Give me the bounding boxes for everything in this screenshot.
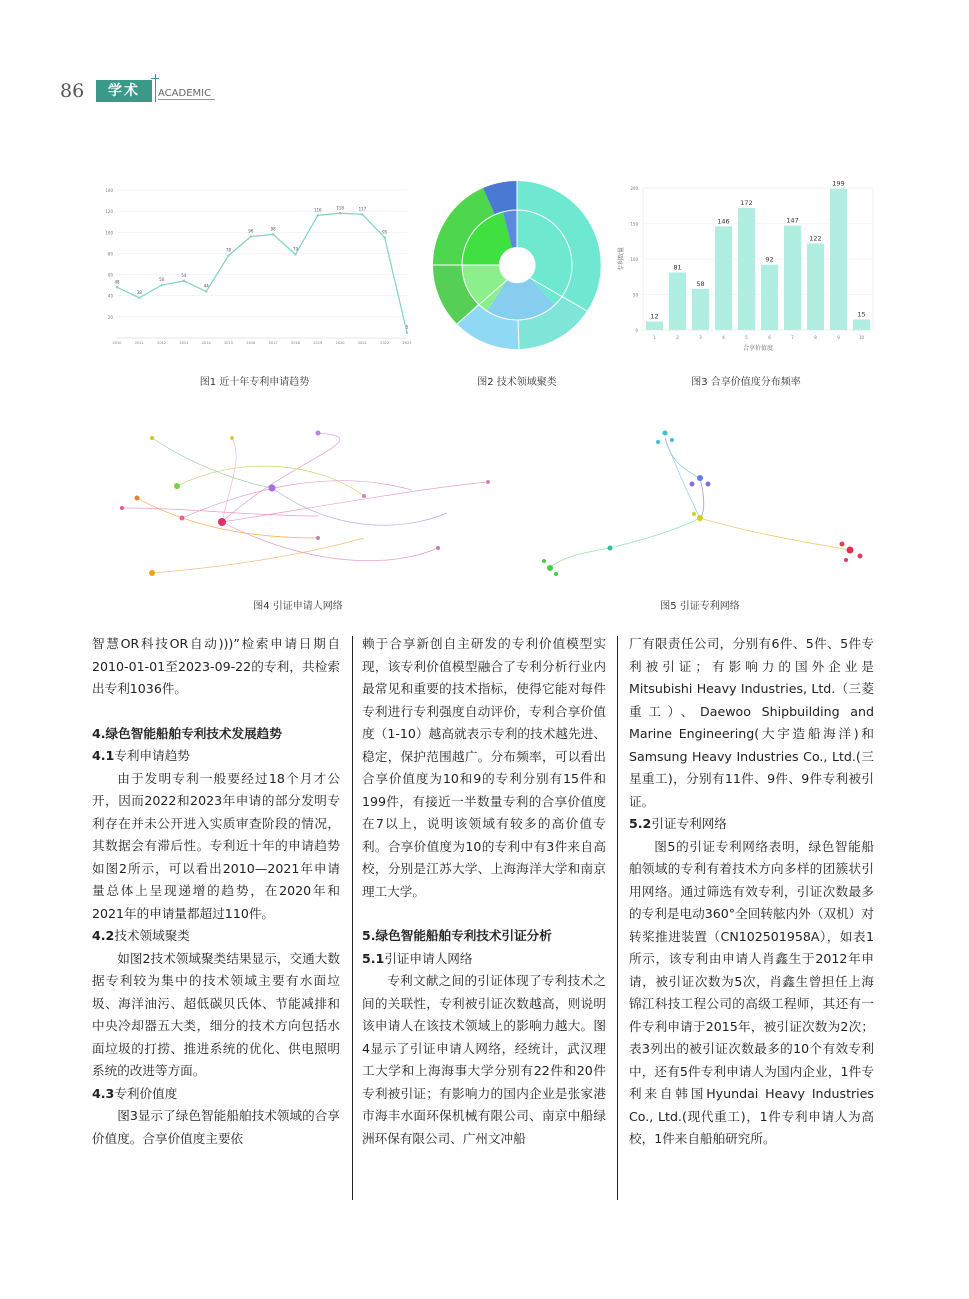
network-node [174,483,180,489]
column-divider [617,636,618,1200]
x-tick-label: 2015 [224,341,233,345]
bar [715,226,732,330]
x-tick-label: 2014 [201,341,211,345]
subsection-heading [362,948,606,971]
x-tick-label: 2010 [112,341,122,345]
subsection-number: 4.1 [92,748,115,763]
data-point [406,332,408,334]
network-node [847,547,854,554]
subsection-heading [92,745,340,768]
data-label: 199 [832,180,845,188]
body-paragraph: 由于发明专利一般要经过18个月才公开，因而2022和2023年申请的部分发明专利存在并未公开进入实质审查阶段的情况，其数据会有滞后性。专利近十年的申请趋势如图2所示，可以看出2010—2021年申请量总体上呈现递增的趋势，在2020年和2021年的申请量都超过110件。 [92,770,340,921]
data-label: 58 [696,279,705,288]
y-tick-label: 150 [630,221,638,227]
subsection-number: 5.2 [629,816,652,831]
fig5-caption: 图5 引证专利网络 [660,601,740,612]
x-tick-label: 7 [791,335,794,340]
network-node [135,496,140,501]
bar [853,319,870,330]
network-node [858,554,863,559]
y-tick-label: 200 [630,186,638,191]
network-node [362,494,366,498]
network-node [149,570,155,576]
network-node [316,431,321,436]
data-label: 92 [765,255,774,264]
x-tick-label: 5 [745,335,748,340]
data-point [294,253,296,255]
bar [669,272,686,330]
fig3-caption: 图3 合享价值度分布频率 [691,377,801,388]
network-node [690,482,695,487]
bar [761,265,778,330]
text-column-middle [362,633,606,1150]
fig2-sunburst-chart [432,180,602,350]
data-label: 122 [809,234,822,243]
network-node [150,436,154,440]
data-label: 50 [159,277,165,283]
section-label-en: ACADEMIC [158,88,215,100]
section-heading: 5.绿色智能船舶专利技术引证分析 [362,928,552,943]
fig3-bar-chart [615,180,877,355]
data-point [250,235,252,237]
x-tick-label: 2017 [268,341,278,345]
data-label: 98 [270,226,276,232]
network-node [547,565,553,571]
x-tick-label: 2012 [157,341,167,345]
body-paragraph: 专利文献之间的引证体现了专利技术之间的关联性，专利被引证次数越高，则说明该申请人在该技术领域上的影响力越大。图4显示了引证申请人网络，经统计，武汉理工大学和上海海事大学分别有22件和20件专利被引证；有影响力的国内企业是张家港市海丰水面环保机械有限公司、南京中船绿洲环保有限公司、广州文冲船 [362,973,606,1146]
body-paragraph: 厂有限责任公司，分别有6件、5件、5件专利被引证；有影响力的国外企业是Mitsubishi Heavy Industries, Ltd.（三菱重工）、Daewoo Shipbuilding and Marine Engineering(大宇造船海洋)和Samsung Heavy Industries Co., Ltd.(三星重工)，分别有11件、9件、9件专利被引证。 [629,636,874,809]
data-point [160,284,162,286]
data-point [138,297,140,299]
x-tick-label: 3 [699,335,702,340]
y-tick-label: 60 [107,272,113,278]
data-label: 172 [740,198,753,207]
x-axis-label: 合享价值度 [742,345,774,352]
network-node [697,475,703,481]
y-tick-label: 20 [107,314,113,320]
text-column-right [629,633,874,1151]
data-point [339,212,341,214]
data-label: 12 [650,312,659,321]
subsection-title: 技术领域聚类 [114,928,190,943]
fig4-network-graph [92,418,504,593]
x-tick-label: 2021 [357,341,367,345]
data-label: 38 [136,289,142,295]
y-tick-label: 100 [630,257,638,262]
data-point [317,214,319,216]
data-label: 116 [313,207,322,213]
x-tick-label: 9 [837,335,840,340]
x-tick-label: 2022 [380,341,390,345]
data-label: 78 [225,247,232,253]
network-node [554,572,558,576]
network-node [120,506,124,510]
section-heading: 4.绿色智能船舶专利技术发展趋势 [92,725,282,741]
network-node [316,536,320,540]
y-tick-label: 40 [107,293,113,299]
data-label: 15 [857,310,866,319]
section-badge: 学术 [96,80,152,102]
network-node [230,436,234,440]
header-rule [151,78,159,79]
subsection-heading [92,925,340,948]
network-node [840,542,845,547]
y-tick-label: 50 [632,292,638,298]
bar [646,321,663,330]
subsection-title: 专利申请趋势 [114,748,190,763]
x-tick-label: 2023 [402,341,412,345]
network-node [180,516,185,521]
subsection-title: 引证专利网络 [651,816,727,831]
y-tick-label: 0 [635,328,638,333]
x-tick-label: 2011 [134,341,144,345]
subsection-number: 4.2 [92,928,115,943]
bar [692,289,709,330]
series-line [117,213,407,332]
network-node [670,438,674,442]
y-tick-label: 80 [107,251,113,257]
network-node [608,546,613,551]
body-paragraph: 赖于合享新创自主研发的专利价值模型实现，该专利价值模型融合了专利分析行业内最常见和重要的技术指标，使得它能对每件专利进行专利强度自动评价，专利合享价值度（1-10）越高就表示专利的技术越先进、稳定，保护范围越广。分布频率，可以看出合享价值度为10和9的专利分别有15件和199件，有接近一半数量专利的合享价值度在7以上，说明该领域有较多的高价值专利。合享价值度为10的专利中有3件来自高校，分别是江苏大学、上海海洋大学和南京理工大学。 [362,636,606,899]
x-tick-label: 8 [814,335,817,340]
data-label: 146 [717,217,730,226]
column-divider [352,636,353,1200]
data-label: 48 [114,279,120,285]
y-tick-label: 120 [105,209,113,215]
data-label: 117 [358,206,367,212]
fig2-caption: 图2 技术领域聚类 [477,377,557,388]
network-node [656,440,660,444]
y-tick-label: 140 [105,188,113,193]
x-tick-label: 1 [653,335,656,340]
data-point [205,290,207,292]
x-tick-label: 10 [858,335,865,340]
subsection-heading [629,813,874,836]
network-node [706,482,711,487]
data-point [272,233,274,235]
x-tick-label: 6 [768,335,771,340]
body-paragraph: 如图2技术领域聚类结果显示，交通大数据专利较为集中的技术领域主要有水面垃圾、海洋油污、超低碳贝氏体、节能减排和中央冷却器五大类，细分的技术方向包括水面垃圾的打捞、推进系统的优化、供电照明系统的改进等方面。 [92,950,340,1078]
data-point [116,286,118,288]
subsection-heading [92,1083,340,1106]
bar [738,208,755,330]
data-label: 44 [203,283,209,289]
data-label: 79 [292,246,299,252]
body-paragraph: 智慧OR科技OR自动)))”检索申请日期自2010-01-01至2023-09-22的专利，共检索出专利1036件。 [92,636,340,696]
network-node [844,558,848,562]
subsection-number: 4.3 [92,1085,115,1101]
data-label: 96 [248,228,254,234]
data-point [383,236,385,238]
network-node [542,559,546,563]
subsection-number: 5.1 [362,950,385,966]
network-node [486,480,490,484]
network-node [697,515,703,521]
bar [807,243,824,330]
data-label: 147 [786,216,799,225]
data-label: 54 [181,272,187,278]
fig1-caption: 图1 近十年专利申请趋势 [199,377,310,388]
data-point [361,213,363,215]
y-tick-label: 100 [105,230,113,236]
body-paragraph: 图5的引证专利网络表明，绿色智能船舶领域的专利有着技术方向多样的团簇状引用网络。通过筛选有效专利，引证次数最多的专利是电动360°全回转舷内外（双机）对转桨推进装置（CN102501958A），如表1所示，该专利由申请人肖鑫生于2012年申请，被引证次数为5次，肖鑫生曾担任上海锦江科技工程公司的高级工程师，其还有一件专利申请于2015年，被引证次数为2次；表3列出的被引证次数最多的10个有效专利中，还有5件专利申请人为国内企业，1件专利来自韩国Hyundai Heavy Industries Co., Ltd.(现代重工)，1件专利申请人为高校，1件来自船舶研究所。 [629,838,874,1146]
network-node [218,518,226,526]
x-tick-label: 2018 [291,341,300,345]
x-tick-label: 4 [722,335,725,340]
fig1-line-chart [92,178,417,353]
subsection-title: 专利价值度 [114,1085,178,1101]
data-label: 95 [382,229,388,235]
x-tick-label: 2013 [179,341,189,345]
data-label: 5 [405,324,409,330]
body-paragraph: 图3显示了绿色智能船舶技术领域的合享价值度。合享价值度主要依 [92,1108,340,1146]
page-number: 86 [60,80,85,102]
data-label: 81 [673,263,682,272]
subsection-title: 引证申请人网络 [384,950,473,966]
data-label: 118 [336,205,344,211]
y-axis-label: 专利数量 [618,246,625,272]
network-node [269,485,276,492]
bar [784,226,801,330]
fig5-network-graph [520,418,880,593]
x-tick-label: 2020 [335,341,345,345]
data-point [183,280,185,282]
x-tick-label: 2016 [246,341,256,345]
x-tick-label: 2 [676,335,679,340]
text-column-left [92,633,340,1150]
network-node [436,546,440,550]
network-node [692,512,696,516]
fig4-caption: 图4 引证申请人网络 [253,601,343,612]
data-point [227,254,229,256]
network-node [663,431,668,436]
x-tick-label: 2019 [313,341,323,345]
bar [830,189,847,330]
